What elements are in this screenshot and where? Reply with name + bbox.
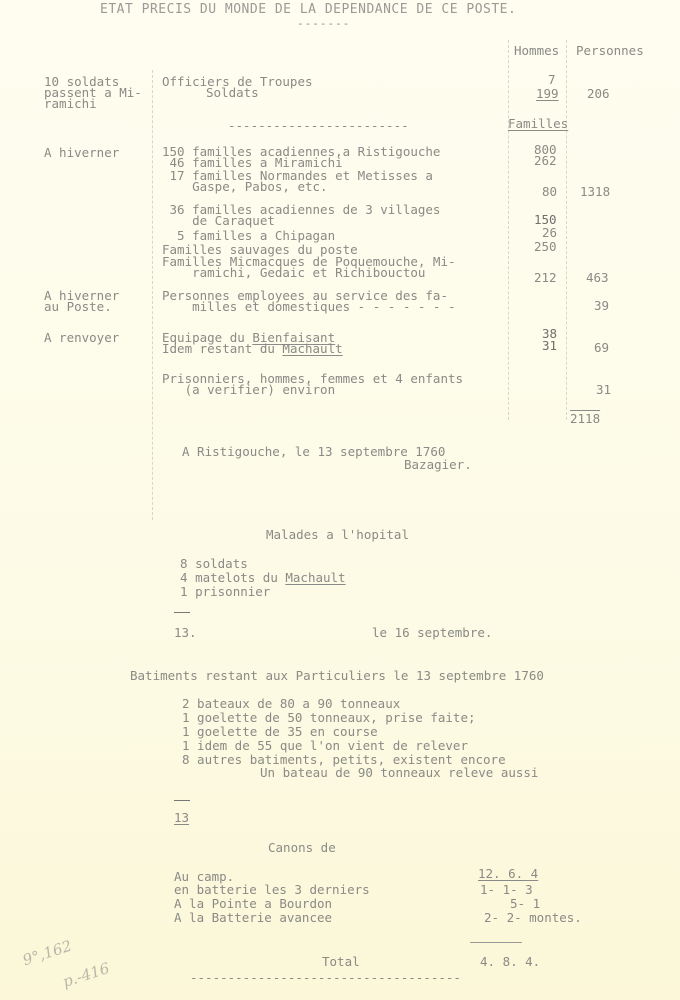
batiments-item-4: 1 idem de 55 que l'on vient de relever [182,738,468,753]
hommes-column-rule-right [566,40,567,420]
malades-item-1-text: soldats [195,556,248,571]
canons-row-3-value: 5- 1 [510,896,541,911]
hiverner-row-3: 17 familles Normandes et Metisses a [162,168,433,183]
hiverner-value-8: 250 [534,239,557,254]
renvoyer-row-2 [162,343,343,354]
row-soldats-hommes: 199 [536,86,559,101]
column-header-hommes: Hommes [514,43,560,58]
ship-name-machault: Machault [282,341,343,356]
left-note-soldats-line3: ramichi [44,96,97,111]
batiments-note: Un bateau de 90 tonneaux releve aussi [260,765,539,780]
left-note-hiverner-poste-line1: A hiverner [44,288,120,303]
left-note-soldats-line2: passent a Mi- [44,85,142,100]
hiverner-row-9: Familles Micmacques de Poquemouche, Mi- [162,254,456,269]
hiverner-value-2: 262 [534,153,557,168]
poste-total-39: 39 [594,298,610,313]
hommes-column-rule-left [508,40,509,420]
canons-row-4-value: 2- 2- montes. [484,910,582,925]
hiverner-row-7: 5 familles a Chipagan [162,228,336,243]
malades-total: 13. [174,625,197,640]
hiverner-total-1318: 1318 [580,184,611,199]
column-header-familles: Familles [508,116,569,131]
malades-item-2 [180,572,346,583]
hiverner-row-4: Gaspe, Pabos, etc. [162,179,328,194]
renvoyer-row-1-prefix: Equipage du [162,330,253,345]
canons-row-4-label: A la Batterie avancee [174,910,333,925]
handwritten-note-1: 9°,162 [20,936,74,970]
signature-place-date: A Ristigouche, le 13 septembre 1760 [182,444,446,459]
column-header-personnes: Personnes [576,43,644,58]
malades-item-1-count: 8 [180,556,188,571]
renvoyer-row-2-prefix: Idem restant du [162,341,283,356]
left-column-rule [152,70,153,520]
malades-sum-rule [174,612,190,613]
hiverner-row-5: 36 familles acadiennes de 3 villages [162,202,441,217]
malades-item-3-count: 1 [180,584,188,599]
batiments-item-3: 1 goelette de 35 en course [182,724,378,739]
section-separator-dashes: ------------------------ [228,118,409,133]
malades-item-1 [180,558,248,569]
hiverner-row-2: 46 familles a Miramichi [162,155,343,170]
batiments-item-5: 8 autres batiments, petits, existent encore [182,752,506,767]
canons-total-value: 4. 8. 4. [480,954,541,969]
hiverner-row-1: 150 familles acadiennes,a Ristigouche [162,144,441,159]
canons-row-2-value: 1- 1- 3 [480,882,533,897]
malades-item-3 [180,586,270,597]
renvoyer-value-2: 31 [542,338,558,353]
left-note-hiverner-poste-line2: au Poste. [44,299,112,314]
renvoyer-value-1: 38 [542,326,558,341]
canons-total-label: Total [322,954,360,969]
grand-total: 2118 [570,411,601,426]
title-underline-rule: ------- [297,17,351,30]
left-note-soldats-line1: 10 soldats [44,74,120,89]
prisonniers-line-1: Prisonniers, hommes, femmes et 4 enfants [162,371,464,386]
batiments-item-1: 2 bateaux de 80 a 90 tonneaux [182,696,401,711]
hiverner-value-10: 212 [534,270,557,285]
hiverner-value-1: 800 [534,142,557,157]
hiverner-row-10: ramichi, Gedaic et Richibouctou [162,265,426,280]
renvoyer-total-69: 69 [594,340,610,355]
poste-row-2: milles et domestiques - - - - - - - [162,299,456,314]
malades-heading: Malades a l'hopital [266,527,409,542]
row-officiers-hommes: 7 [548,72,556,87]
left-note-a-hiverner: A hiverner [44,145,120,160]
batiments-heading: Batiments restant aux Particuliers le 13 septembre 1760 [130,668,544,683]
canons-row-1-label: Au camp. [174,869,235,884]
poste-row-1: Personnes employees au service des fa- [162,288,448,303]
canons-row-1-value: 12. 6. 4 [478,866,539,881]
row-soldats-personnes: 206 [587,86,610,101]
batiments-sum-rule [174,800,190,801]
signature-name: Bazagier. [404,457,472,472]
ship-name-bienfaisant: Bienfaisant [252,330,336,345]
canons-bottom-rule: ------------------------------------ [190,970,461,985]
row-officiers-label: Officiers de Troupes [162,74,313,89]
document-title: ETAT PRECIS DU MONDE DE LA DEPENDANCE DE CE POSTE. [100,2,517,17]
handwritten-note-2: p.-416 [60,959,112,991]
hiverner-value-7: 26 [542,225,558,240]
malades-item-3-text: prisonnier [195,584,271,599]
prisonniers-line-2: (a verifier) environ [162,382,336,397]
left-note-a-renvoyer: A renvoyer [44,330,120,345]
canons-sum-rule [470,942,522,943]
malades-date: le 16 septembre. [372,625,493,640]
hiverner-row-6: de Caraquet [162,213,275,228]
hiverner-total-463: 463 [586,270,609,285]
canons-row-2-label: en batterie les 3 derniers [174,882,370,897]
prisonniers-total-31: 31 [596,382,612,397]
hiverner-row-8: Familles sauvages du poste [162,242,358,257]
malades-item-2-text: matelots du [195,570,286,585]
hiverner-value-4: 80 [542,184,558,199]
malades-item-2-count: 4 [180,570,188,585]
row-soldats-label: Soldats [206,85,259,100]
canons-heading: Canons de [268,840,336,855]
batiments-total: 13 [174,810,190,825]
hiverner-value-6: 150 [534,212,557,227]
batiments-item-2: 1 goelette de 50 tonneaux, prise faite; [182,710,476,725]
canons-row-3-label: A la Pointe a Bourdon [174,896,333,911]
malades-ship-machault: Machault [285,570,346,585]
